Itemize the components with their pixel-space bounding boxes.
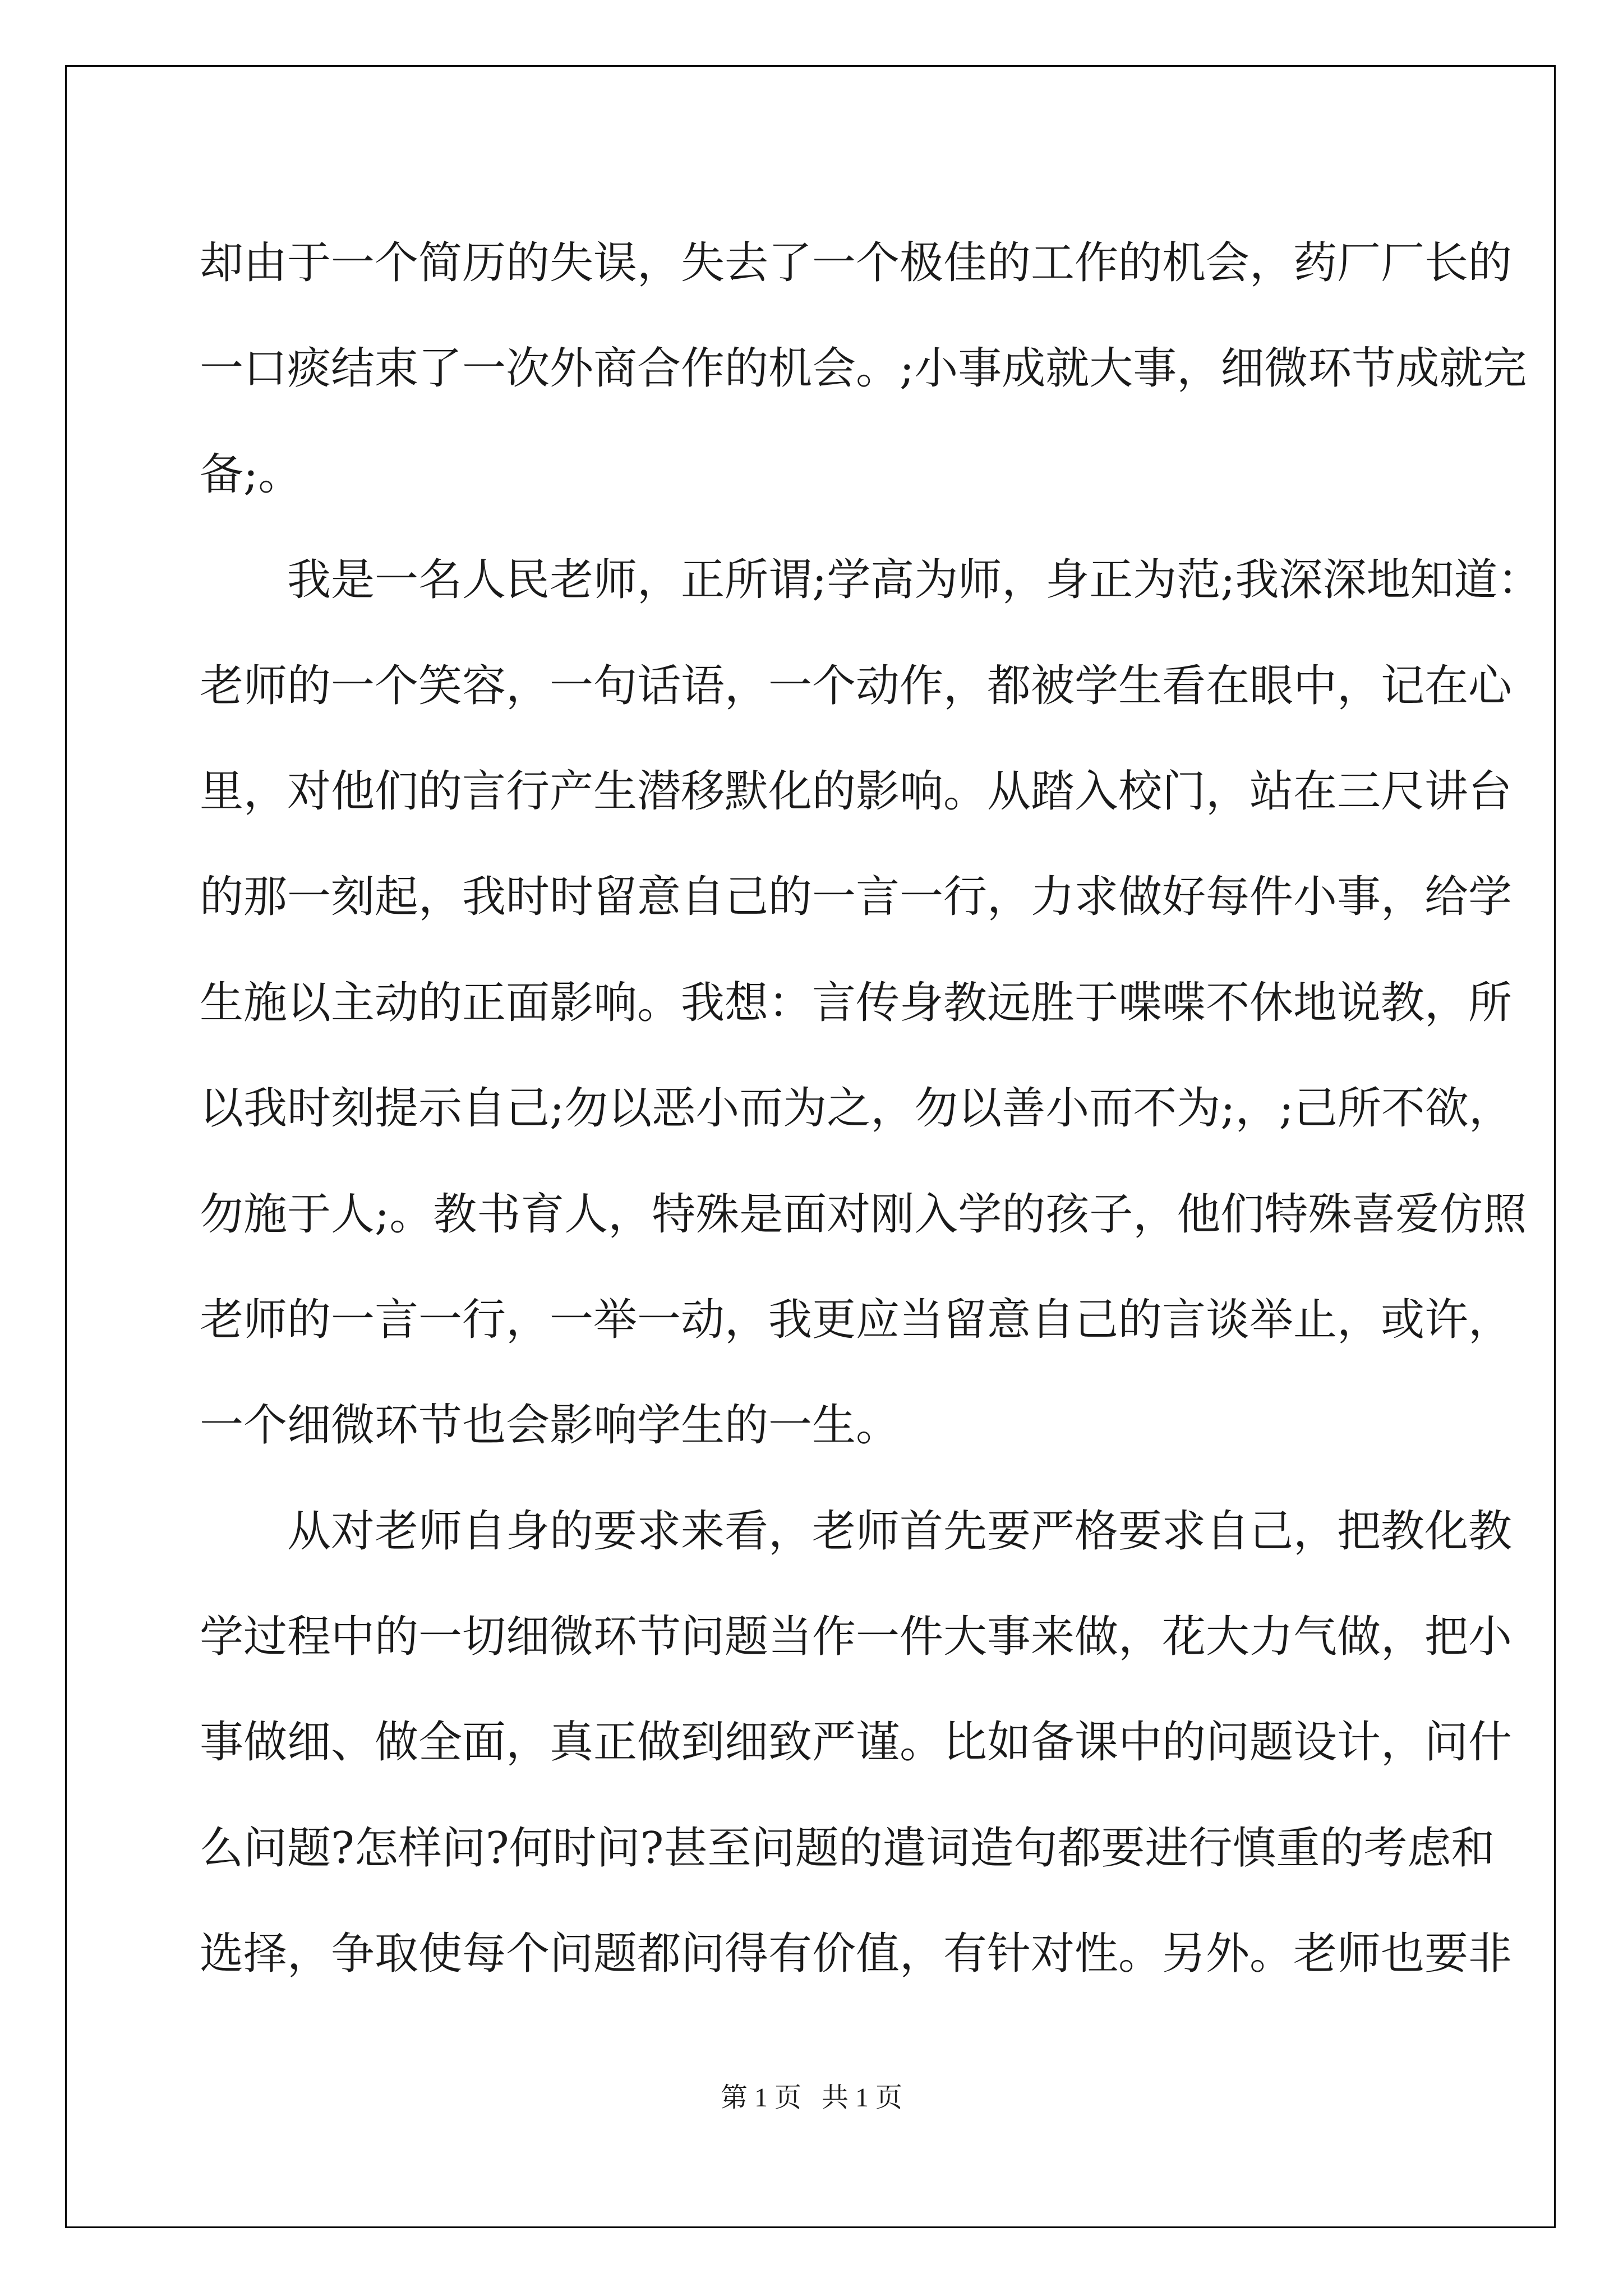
text-line: 却由于一个简历的失误，失去了一个极佳的工作的机会，药厂厂长的 xyxy=(200,238,1513,288)
text-line: 备;。 xyxy=(200,449,302,500)
text-line: 老师的一个笑容，一句话语，一个动作，都被学生看在眼中，记在心 xyxy=(200,660,1513,711)
page-footer xyxy=(0,2081,1623,2115)
text-line: 一口痰结束了一次外商合作的机会。;小事成就大事，细微环节成就完 xyxy=(200,343,1527,394)
page-number: 第 1 页 xyxy=(720,2083,801,2113)
text-line: 学过程中的一切细微环节问题当作一件大事来做，花大力气做，把小 xyxy=(200,1612,1513,1663)
text-line: 生施以主动的正面影响。我想：言传身教远胜于喋喋不休地说教，所 xyxy=(200,977,1513,1028)
text-line: 以我时刻提示自己;勿以恶小而为之，勿以善小而不为;，;己所不欲， xyxy=(200,1083,1513,1134)
text-line: 里，对他们的言行产生潜移默化的影响。从踏入校门，站在三尺讲台 xyxy=(200,766,1513,817)
text-line: 老师的一言一行，一举一动，我更应当留意自己的言谈举止，或许， xyxy=(200,1294,1513,1345)
text-line: 事做细、做全面，真正做到细致严谨。比如备课中的问题设计，问什 xyxy=(200,1717,1513,1768)
text-line: 么问题?怎样问?何时问?甚至问题的遣词造句都要进行慎重的考虑和 xyxy=(200,1823,1495,1874)
footer-spacer xyxy=(801,2083,822,2113)
paragraph-first-line: 我是一名人民老师，正所谓;学高为师，身正为范;我深深地知道： xyxy=(287,555,1542,606)
text-line: 的那一刻起，我时时留意自己的一言一行，力求做好每件小事，给学 xyxy=(200,872,1513,923)
paragraph-first-line: 从对老师自身的要求来看，老师首先要严格要求自己，把教化教 xyxy=(287,1506,1513,1557)
total-pages: 共 1 页 xyxy=(822,2083,903,2113)
document-body xyxy=(200,210,1542,2007)
text-line: 选择，争取使每个问题都问得有价值，有针对性。另外。老师也要非 xyxy=(200,1929,1513,1980)
text-line: 一个细微环节也会影响学生的一生。 xyxy=(200,1400,900,1451)
text-line: 勿施于人;。教书育人，特殊是面对刚入学的孩子，他们特殊喜爱仿照 xyxy=(200,1189,1527,1240)
